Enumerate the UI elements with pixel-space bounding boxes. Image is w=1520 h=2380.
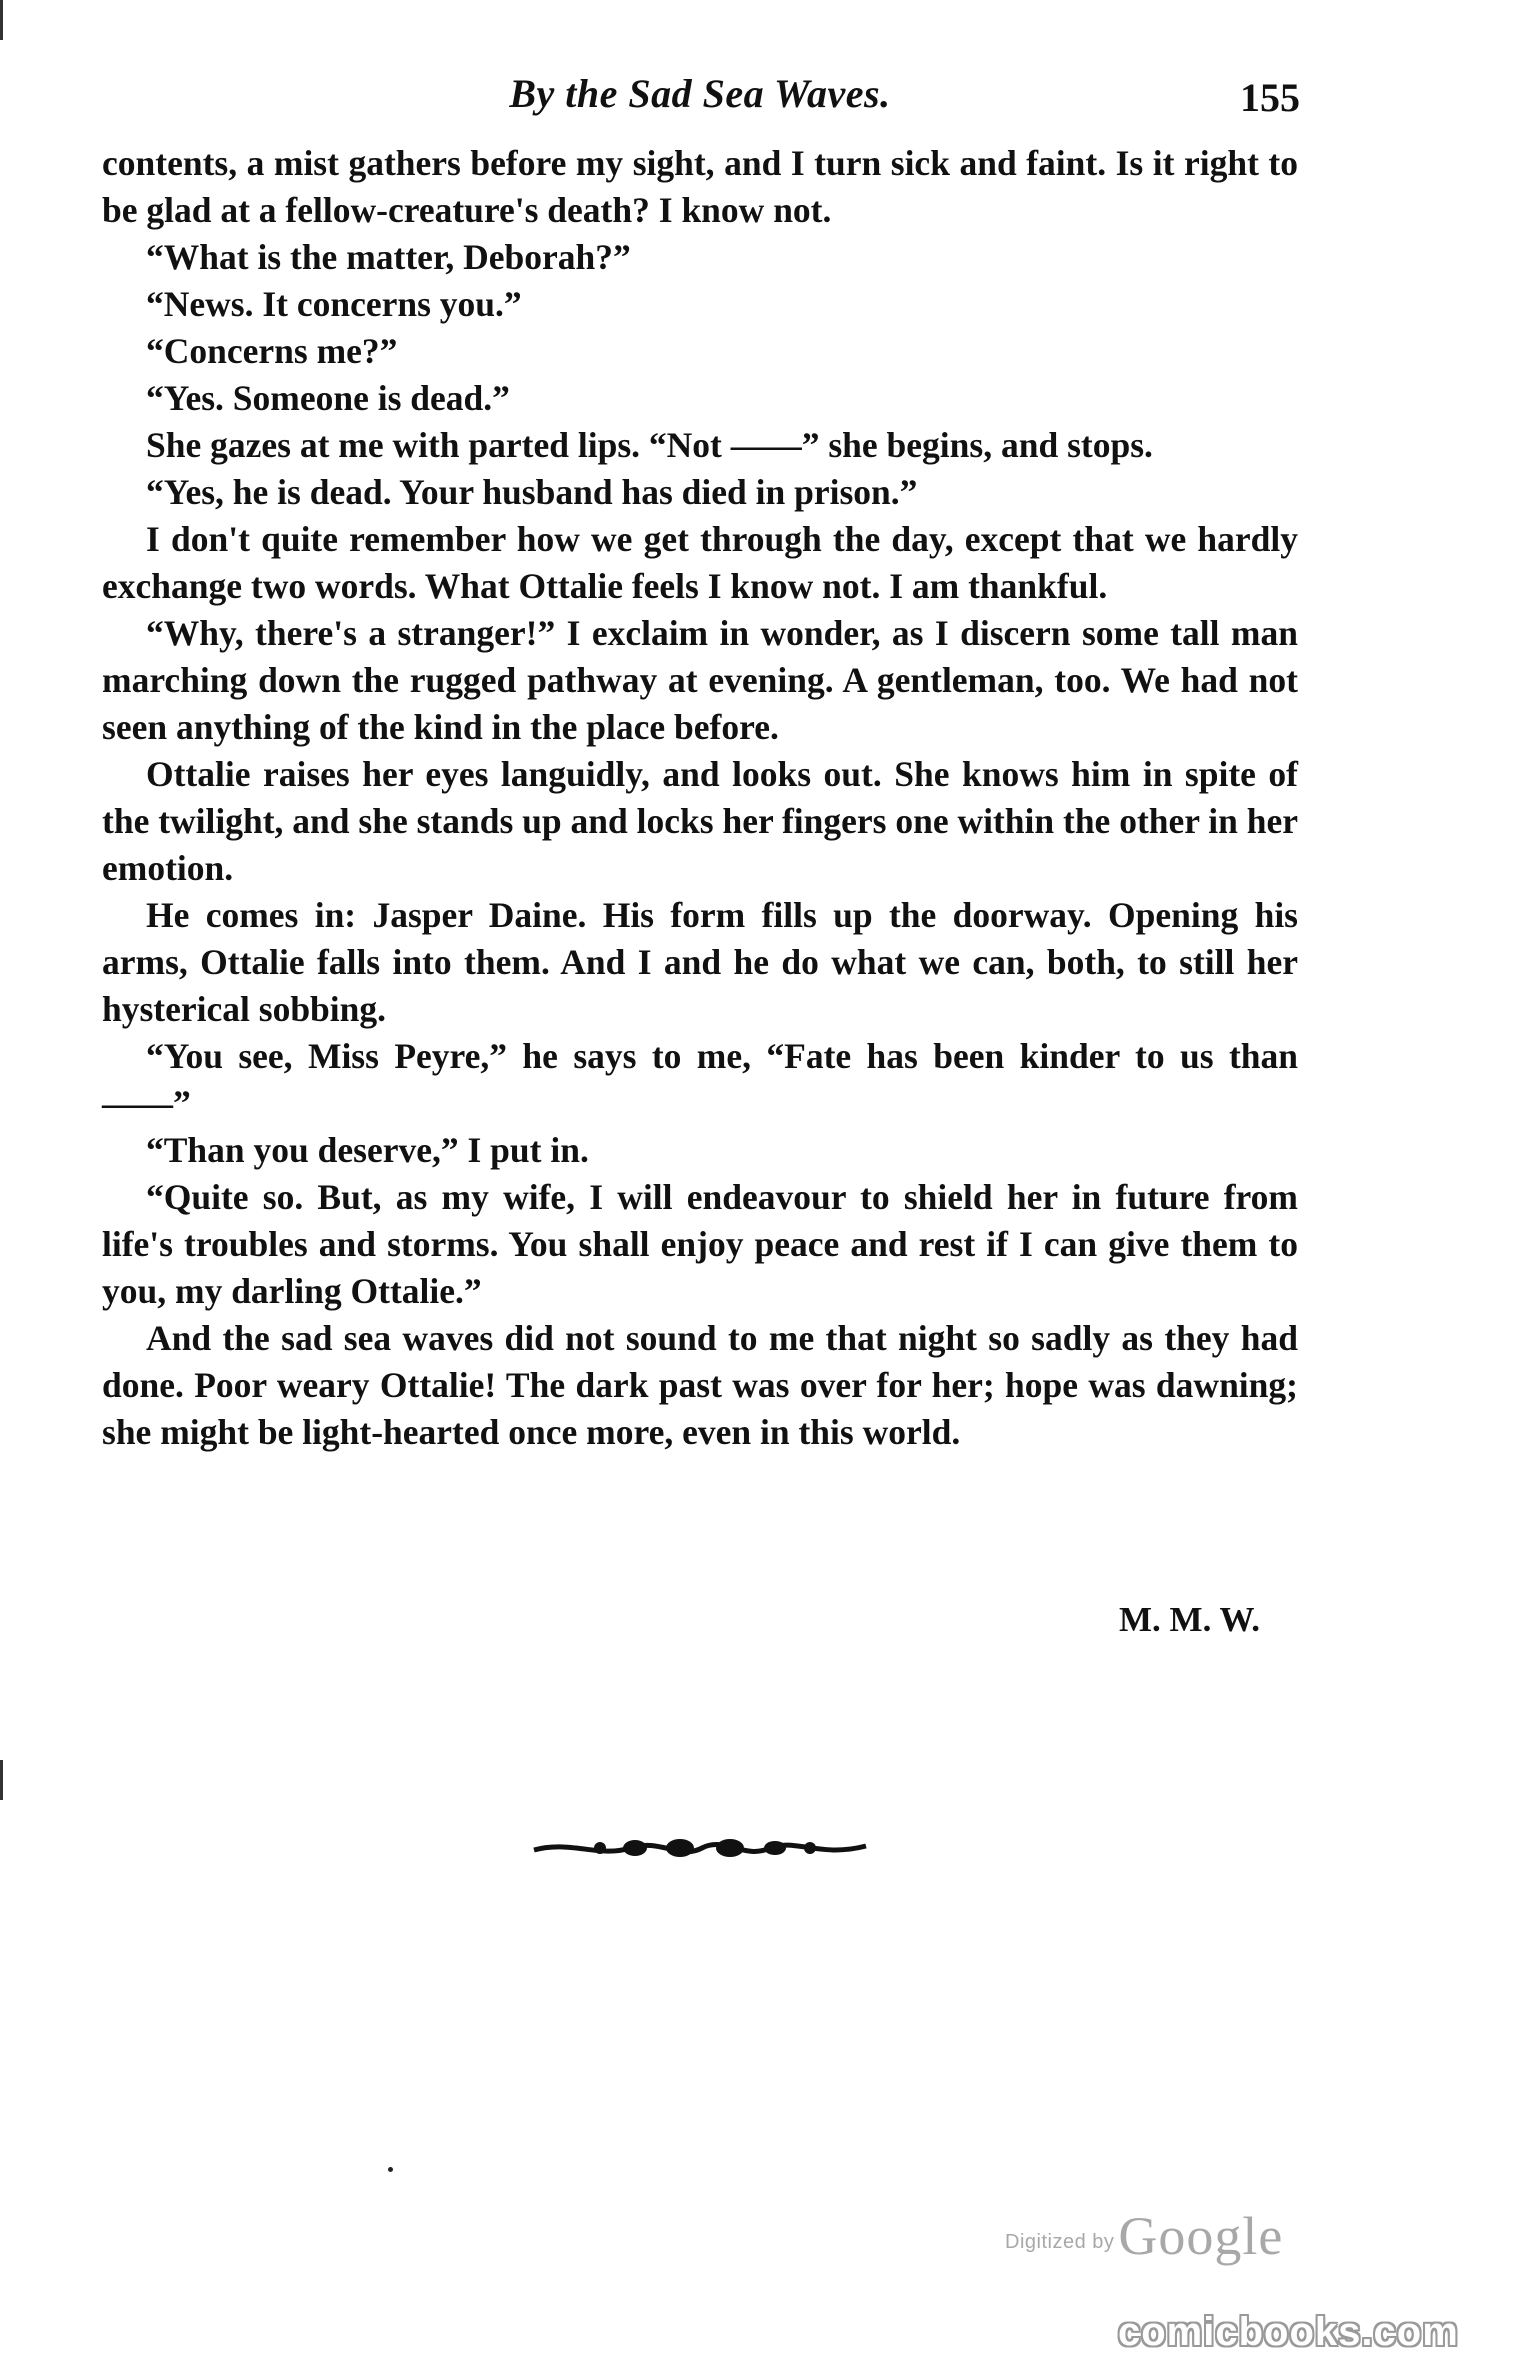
paragraph: Ottalie raises her eyes languidly, and looks out. She knows him in spite of the twilight, and she stands up and locks her fingers one within the other in her emotion. [102, 754, 1298, 888]
paragraph: “What is the matter, Deborah?” [146, 237, 631, 277]
paragraph: She gazes at me with parted lips. “Not ——” she begins, and stops. [146, 425, 1153, 465]
running-title: By the Sad Sea Waves. [509, 71, 891, 116]
paragraph: “Yes. Someone is dead.” [146, 378, 510, 418]
story-text [102, 140, 1298, 1456]
paragraph: “You see, Miss Peyre,” he says to me, “Fate has been kinder to us than ——” [102, 1036, 1298, 1123]
ornament-divider [530, 1830, 870, 1866]
paragraph: contents, a mist gathers before my sight, and I turn sick and faint. Is it right to be glad at a fellow-creature's death? I know not. [102, 143, 1298, 230]
digitized-by-google [1005, 2205, 1335, 2265]
paragraph: “Than you deserve,” I put in. [146, 1130, 589, 1170]
page-header [100, 70, 1300, 130]
paragraph: I don't quite remember how we get through the day, except that we hardly exchange two words. What Ottalie feels I know not. I am thankful. [102, 519, 1298, 606]
digitized-prefix: Digitized by [1005, 2231, 1115, 2253]
page-number: 155 [1240, 75, 1300, 120]
paragraph: “Concerns me?” [146, 331, 398, 371]
author-signature: M. M. W. [1119, 1600, 1260, 1639]
paragraph: “News. It concerns you.” [146, 284, 522, 324]
page-edge-mark-middle [0, 1760, 3, 1800]
stray-ink-dot [388, 2167, 393, 2172]
paragraph: And the sad sea waves did not sound to me that night so sadly as they had done. Poor weary Ottalie! The dark past was over for her; hope was dawning; she might be light-hearted once more, even in this world. [102, 1318, 1298, 1452]
paragraph: “Yes, he is dead. Your husband has died in prison.” [146, 472, 918, 512]
paragraph: He comes in: Jasper Daine. His form fills up the doorway. Opening his arms, Ottalie falls into them. And I and he do what we can, both, to still her hysterical sobbing. [102, 895, 1298, 1029]
site-watermark: comicbooks.com [1118, 2310, 1459, 2354]
page-edge-mark-top [0, 0, 3, 40]
google-logo-text: Google [1118, 2206, 1284, 2266]
paragraph: “Why, there's a stranger!” I exclaim in wonder, as I discern some tall man marching down the rugged pathway at evening. A gentleman, too. We had not seen anything of the kind in the place before. [102, 613, 1298, 747]
paragraph: “Quite so. But, as my wife, I will endeavour to shield her in future from life's troubles and storms. You shall enjoy peace and rest if I can give them to you, my darling Ottalie.” [102, 1177, 1298, 1311]
